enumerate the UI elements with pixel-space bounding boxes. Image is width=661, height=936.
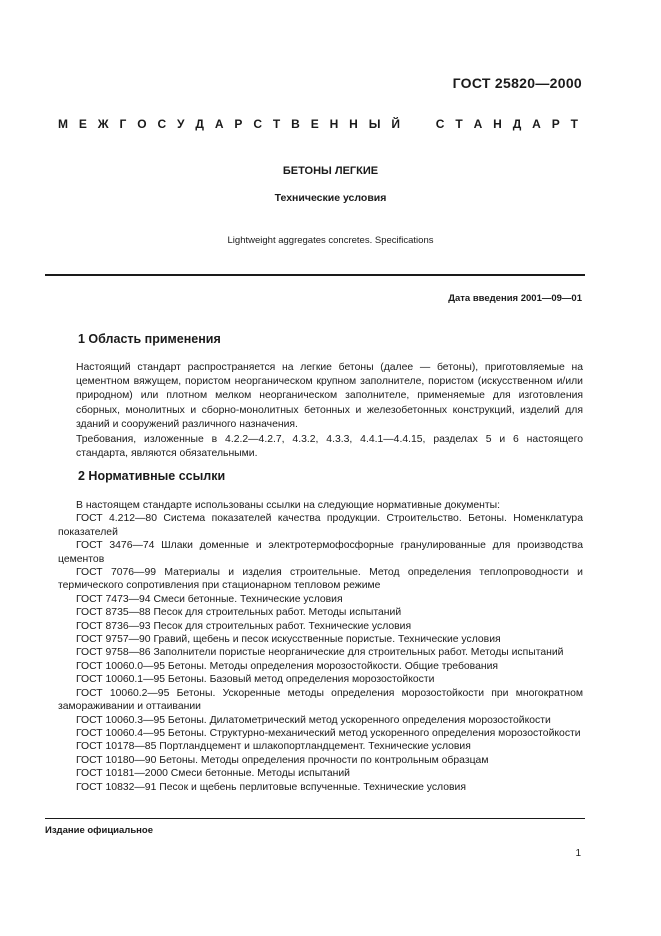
references-intro: В настоящем стандарте использованы ссылки на следующие нормативные документы: (76, 500, 500, 511)
header-divider (45, 274, 585, 276)
section-1-paragraph-1 (58, 361, 583, 432)
banner-letter: Е (78, 117, 87, 131)
reference-item: ГОСТ 10060.3—95 Бетоны. Дилатометрический метод ускоренного определения морозостойкости (76, 714, 551, 726)
banner-letter: Ы (368, 117, 381, 131)
banner-letter: С (157, 117, 167, 131)
banner-letter: Й (391, 117, 400, 131)
paragraph-text: Настоящий стандарт распространяется на легкие бетоны (далее — бетоны), приготовляемые на цементном вяжущем, пористом неорганическом крупном заполнителе, пористом (искусственном и/или природном) или плотном мелком неорганическом заполнителе, применяемые для изготовления сборных, монолитных и сборно-монолитных бетонных и железобетонных конструкций, изделий для зданий и сооружений различного назначения. (76, 362, 583, 430)
page-number: 1 (575, 848, 581, 859)
reference-item: ГОСТ 10060.4—95 Бетоны. Структурно-механический метод ускоренного определения морозостойкости (76, 727, 581, 739)
banner-letter: Н (329, 117, 339, 131)
reference-item: ГОСТ 9757—90 Гравий, щебень и песок искусственные пористые. Технические условия (76, 634, 501, 646)
banner-letter: Г (119, 117, 127, 131)
reference-item: ГОСТ 7076—99 Материалы и изделия строительные. Метод определения теплопроводности и термического сопротивления при стационарном тепловом режиме (58, 567, 583, 592)
reference-item: ГОСТ 8736—93 Песок для строительных работ. Технические условия (76, 620, 412, 632)
paragraph-text: Требования, изложенные в 4.2.2—4.2.7, 4.3.2, 4.3.3, 4.4.1—4.4.15, разделах 5 и 6 настоящего стандарта, являются обязательными. (76, 434, 583, 460)
reference-item: ГОСТ 10181—2000 Смеси бетонные. Методы испытаний (76, 768, 350, 780)
reference-item: ГОСТ 10060.1—95 Бетоны. Базовый метод определения морозостойкости (76, 674, 435, 686)
english-title: Lightweight aggregates concretes. Specifications (227, 235, 434, 246)
reference-item: ГОСТ 3476—74 Шлаки доменные и электротермофосфорные гранулированные для производства цементов (58, 540, 583, 565)
banner-letter: М (58, 117, 68, 131)
reference-item: ГОСТ 4.212—80 Система показателей качества продукции. Строительство. Бетоны. Номенклатура показателей (58, 513, 583, 538)
banner-letter: Е (310, 117, 319, 131)
banner-letter: А (214, 117, 224, 131)
normative-references-list (58, 499, 583, 794)
banner-letter: Н (349, 117, 358, 131)
banner-letter: Д (512, 117, 522, 131)
banner-letter: Д (195, 117, 204, 131)
banner-letter: А (473, 117, 483, 131)
reference-item: ГОСТ 8735—88 Песок для строительных работ. Методы испытаний (76, 607, 402, 619)
banner-letter: У (177, 117, 185, 131)
introduction-date: Дата введения 2001—09—01 (448, 293, 582, 304)
section-1-paragraph-2 (58, 433, 583, 461)
reference-item: ГОСТ 10060.0—95 Бетоны. Методы определения морозостойкости. Общие требования (76, 660, 499, 672)
section-2-heading: 2 Нормативные ссылки (78, 469, 226, 483)
banner-letter: Т (272, 117, 281, 131)
reference-item: ГОСТ 10832—91 Песок и щебень перлитовые вспученные. Технические условия (76, 781, 466, 793)
document-title: БЕТОНЫ ЛЕГКИЕ (282, 165, 379, 177)
banner-letter: Т (570, 117, 578, 131)
word-gap (411, 117, 425, 131)
reference-item: ГОСТ 10178—85 Портландцемент и шлакопортландцемент. Технические условия (76, 741, 471, 753)
interstate-standard-banner (58, 117, 578, 131)
reference-item: ГОСТ 10180—90 Бетоны. Методы определения прочности по контрольным образцам (76, 754, 489, 766)
banner-letter: Ж (97, 117, 109, 131)
banner-letter: Т (455, 117, 463, 131)
banner-letter: Р (234, 117, 243, 131)
edition-label: Издание официальное (45, 825, 153, 836)
reference-item: ГОСТ 10060.2—95 Бетоны. Ускоренные методы определения морозостойкости при многократном замораживании и оттаивании (58, 687, 583, 713)
document-subtitle: Технические условия (274, 192, 387, 204)
banner-letter: С (253, 117, 262, 131)
reference-item: ГОСТ 7473—94 Смеси бетонные. Технические условия (76, 593, 343, 605)
banner-letter: О (137, 117, 147, 131)
standard-code: ГОСТ 25820—2000 (452, 75, 582, 91)
banner-letter: Р (551, 117, 560, 131)
banner-letter: А (532, 117, 541, 131)
section-1-heading: 1 Область применения (78, 332, 221, 346)
footer-divider (45, 818, 585, 819)
banner-letter: Н (493, 117, 502, 131)
reference-item: ГОСТ 9758—86 Заполнители пористые неорганические для строительных работ. Методы испытаний (76, 647, 564, 659)
banner-letter: В (291, 117, 300, 131)
banner-letter: С (435, 117, 445, 131)
